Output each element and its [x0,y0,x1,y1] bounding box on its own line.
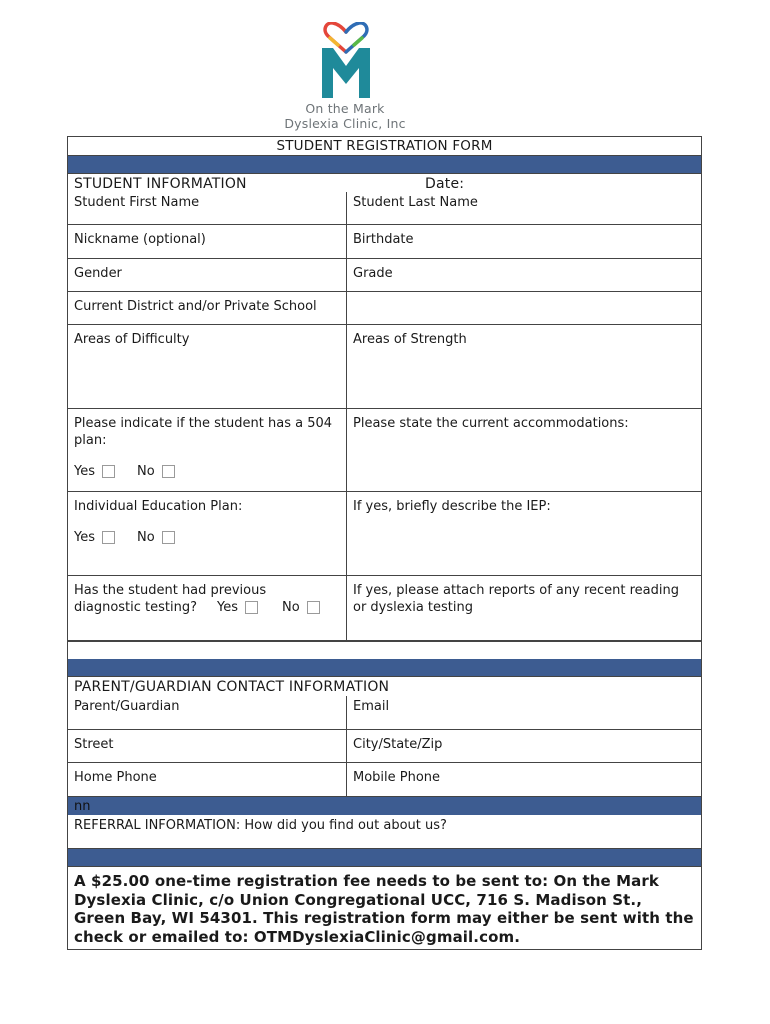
spacer-row [68,642,701,659]
district-field[interactable]: Current District and/or Private School [68,292,347,324]
diagnostic-question-2: diagnostic testing? [74,600,198,615]
diagnostic-options [74,599,340,616]
iep-row [68,492,701,576]
referral-band: nn [68,797,701,815]
iep-yes-label: Yes [74,530,95,545]
plan504-no-checkbox[interactable] [162,465,175,478]
fee-note: A $25.00 one-time registration fee needs to be sent to: On the Mark Dyslexia Clinic, c/o Union Congregational UCC, 716 S. Madison St., Green Bay, WI 54301. This registration form may either be sent with the check or emailed to: OTMDyslexiaClinic@gmail.com. [74,872,694,946]
diag-no-checkbox[interactable] [307,601,320,614]
district-value-field[interactable] [347,292,701,324]
registration-form [67,136,702,950]
city-field[interactable]: City/State/Zip [353,737,443,752]
strength-field[interactable]: Areas of Strength [353,332,467,347]
parent-section-row [68,677,701,696]
date-field[interactable]: Date: [425,176,465,192]
diag-yes-label: Yes [217,600,239,615]
iep-describe-field[interactable]: If yes, briefly describe the IEP: [353,499,551,514]
nickname-row [68,225,701,259]
diagnostic-cell [68,576,347,640]
home-phone-field[interactable]: Home Phone [68,763,347,796]
nickname-field[interactable]: Nickname (optional) [68,225,347,258]
logo-line-1: On the Mark [305,101,385,116]
fee-row [68,867,701,949]
street-field[interactable]: Street [68,730,347,762]
referral-band-row [68,797,701,815]
fee-band [68,849,701,867]
student-section-row [68,174,701,192]
diag-yes-checkbox[interactable] [245,601,258,614]
plan504-no-label: No [137,464,155,479]
gender-field[interactable]: Gender [68,259,347,291]
mobile-phone-field[interactable]: Mobile Phone [353,770,441,785]
last-name-field[interactable]: Student Last Name [353,195,478,210]
birthdate-field[interactable]: Birthdate [353,232,414,247]
student-section-label: STUDENT INFORMATION [74,176,247,192]
logo-line-2: Dyslexia Clinic, Inc [284,116,406,131]
clinic-logo [270,22,420,132]
gender-row [68,259,701,292]
plan504-cell [68,409,347,491]
iep-no-checkbox[interactable] [162,531,175,544]
plan504-options [74,463,340,480]
title-row [68,137,701,156]
form-title: STUDENT REGISTRATION FORM [276,138,493,154]
diagnostic-row [68,576,701,642]
accommodations-field[interactable]: Please state the current accommodations: [353,416,629,431]
difficulty-row [68,325,701,409]
first-name-field[interactable]: Student First Name [68,192,347,224]
name-row [68,192,701,225]
diagnostic-question-1: Has the student had previous [74,583,267,598]
diag-no-label: No [282,600,300,615]
district-row [68,292,701,325]
iep-yes-checkbox[interactable] [102,531,115,544]
difficulty-field[interactable]: Areas of Difficulty [68,325,347,408]
plan504-yes-label: Yes [74,464,95,479]
referral-question[interactable]: REFERRAL INFORMATION: How did you find out about us? [74,818,447,833]
iep-options [74,529,340,546]
iep-question: Individual Education Plan: [74,499,243,514]
plan504-row [68,409,701,492]
referral-row [68,815,701,849]
iep-cell [68,492,347,575]
section-band [68,156,701,174]
street-row [68,730,701,763]
iep-no-label: No [137,530,155,545]
grade-field[interactable]: Grade [353,266,393,281]
email-field[interactable]: Email [353,699,390,714]
phone-row [68,763,701,797]
plan504-question: Please indicate if the student has a 504 plan: [74,416,333,448]
attach-field[interactable]: If yes, please attach reports of any recent reading or dyslexia testing [353,583,680,615]
parent-band [68,659,701,677]
plan504-yes-checkbox[interactable] [102,465,115,478]
guardian-field[interactable]: Parent/Guardian [68,696,347,729]
guardian-row [68,696,701,730]
parent-section-label: PARENT/GUARDIAN CONTACT INFORMATION [74,679,390,695]
heart-m-logo-icon [320,22,372,100]
